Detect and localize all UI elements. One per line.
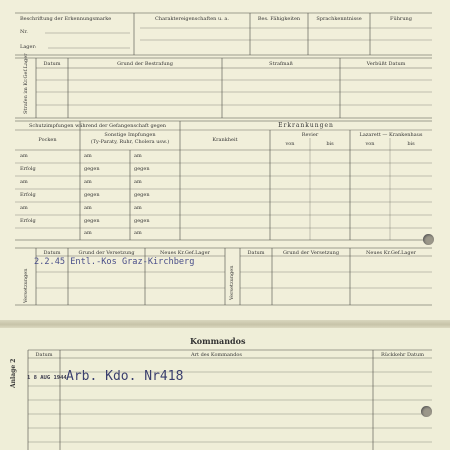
label-strafmass: Strafmaß [269, 61, 293, 67]
schutz-cell: gegen [134, 192, 150, 198]
side-label-versetzungen-2: Versetzungen [229, 265, 235, 300]
kommandos-title: Kommandos [190, 336, 246, 346]
label-lager: Lager: [20, 44, 37, 50]
label-vers-datum-2: Datum [247, 250, 265, 256]
label-vers-grund-2: Grund der Versetzung [282, 250, 340, 256]
schutz-cell: am [84, 205, 92, 211]
label-verbusst: Verbüßt Datum [366, 61, 406, 67]
kommando-date-stamp: 1 8 AUG 1944 [27, 375, 67, 381]
versetzung-entry-stamp: 2.2.45 Entl.-Kos Graz-Kirchberg [34, 257, 195, 267]
schutz-cell: am [20, 205, 28, 211]
label-lazarett-bis: bis [407, 141, 415, 147]
label-lazarett-von: von [365, 141, 375, 147]
label-pocken: Pocken [38, 137, 57, 143]
schutz-cell: am [134, 153, 142, 159]
schutz-cell: am [134, 179, 142, 185]
schutz-cell: gegen [134, 166, 150, 172]
label-revier-von: von [285, 141, 295, 147]
schutz-cell: gegen [134, 218, 150, 224]
label-revier-bis: bis [326, 141, 334, 147]
label-sonstige: Sonstige Impfungen [104, 132, 156, 138]
schutz-cell: am [84, 153, 92, 159]
schutz-cell: gegen [84, 192, 100, 198]
label-kdo-art: Art des Kommandos [191, 352, 242, 358]
schutz-cell: gegen [84, 218, 100, 224]
label-nr: Nr. [20, 29, 28, 35]
label-vers-neues-2: Neues Kr.Gef.Lager [366, 250, 416, 256]
label-vers-datum: Datum [43, 250, 61, 256]
side-label-versetzungen: Versetzungen [23, 268, 29, 303]
schutz-cell: am [20, 153, 28, 159]
punch-hole-bottom [421, 406, 432, 417]
schutz-cell: am [84, 179, 92, 185]
punch-hole-top [423, 234, 434, 245]
label-revier: Revier [301, 132, 319, 138]
schutz-cell: gegen [84, 166, 100, 172]
label-vers-grund: Grund der Versetzung [78, 250, 135, 256]
side-label-anlage: Anlage 2 [10, 358, 17, 388]
schutz-cell: Erfolg [20, 192, 36, 198]
schutz-cell: Erfolg [20, 166, 36, 172]
label-beschriftung: Beschriftung der Erkennungsmarke [20, 16, 112, 22]
label-sonstige-sub: (Ty-Paraty, Ruhr, Cholera usw.) [90, 139, 170, 145]
label-lazarett: Lazarett — Krankenhaus [359, 132, 423, 138]
label-charakter: Charaktereigenschaften u. a. [155, 16, 229, 22]
label-schutz-heading: Schutzimpfungen während der Gefangenschaft gegen [28, 123, 167, 129]
label-krankheit: Krankheit [212, 137, 238, 143]
label-strafen-datum: Datum [43, 61, 61, 67]
kommando-entry: Arb. Kdo. Nr418 [66, 369, 184, 384]
label-fahigkeiten: Bes. Fähigkeiten [257, 16, 301, 22]
schutz-cell: am [134, 230, 142, 236]
side-label-strafen: Strafen im Kr.Gef.Lager [23, 53, 29, 114]
label-sprachkenntnisse: Sprachkenntnisse [316, 16, 362, 22]
label-vers-neues: Neues Kr.Gef.Lager [160, 250, 210, 256]
schutz-cell: am [134, 205, 142, 211]
schutz-cell: am [20, 179, 28, 185]
label-erkrankungen: Erkrankungen [278, 122, 334, 129]
label-strafen-grund: Grund der Bestrafung [117, 61, 173, 67]
schutz-cell: am [84, 230, 92, 236]
label-kdo-ruckkehr: Rückkehr Datum [381, 352, 424, 358]
label-fuhrung: Führung [390, 16, 412, 22]
label-kdo-datum: Datum [35, 352, 53, 358]
schutz-cell: Erfolg [20, 218, 36, 224]
